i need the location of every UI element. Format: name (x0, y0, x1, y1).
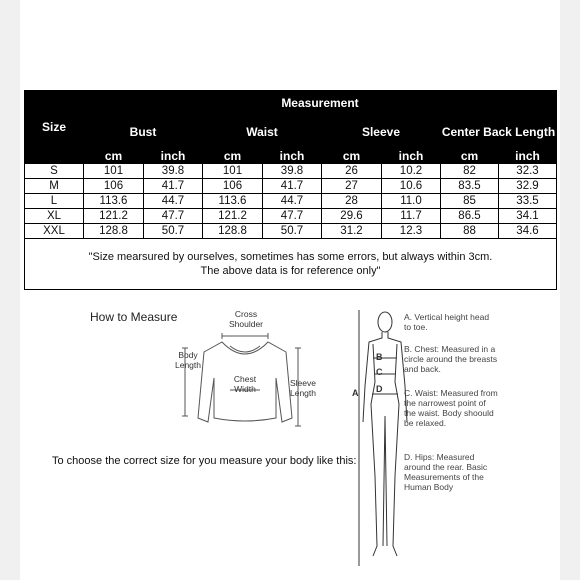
value-cell: 39.8 (144, 164, 203, 179)
value-cell: 121.2 (203, 209, 263, 224)
body-length-label: Body Length (175, 350, 201, 370)
value-cell: 31.2 (322, 224, 382, 239)
value-cell: 34.1 (499, 209, 557, 224)
bust-header: Bust (84, 116, 203, 149)
size-table (24, 90, 557, 290)
value-cell: 26 (322, 164, 382, 179)
instruction-item: B. Chest: Measured in a circle around the breasts and back. (404, 344, 498, 374)
sleeve-header: Sleeve (322, 116, 441, 149)
value-cell: 47.7 (144, 209, 203, 224)
cross-shoulder-label: Cross Shoulder (228, 309, 264, 329)
unit-header: inch (144, 149, 203, 164)
value-cell: 29.6 (322, 209, 382, 224)
instruction-item: D. Hips: Measured around the rear. Basic Measurements of the Human Body (404, 452, 488, 492)
size-cell: XL (25, 209, 84, 224)
value-cell: 47.7 (263, 209, 322, 224)
center-back-length-header: Center Back Length (441, 116, 557, 149)
size-cell: M (25, 179, 84, 194)
unit-header: inch (499, 149, 557, 164)
unit-header: cm (203, 149, 263, 164)
value-cell: 41.7 (144, 179, 203, 194)
how-to-measure-title: How to Measure (90, 310, 178, 324)
unit-header: cm (322, 149, 382, 164)
value-cell: 11.0 (382, 194, 441, 209)
size-chart-sheet (20, 0, 560, 580)
sleeve-length-label: Sleeve Length (290, 378, 316, 398)
value-cell: 27 (322, 179, 382, 194)
table-row (25, 179, 557, 194)
size-header: Size (25, 91, 84, 164)
letter-b: B (376, 352, 383, 362)
reference-note (25, 239, 557, 290)
value-cell: 28 (322, 194, 382, 209)
value-cell: 50.7 (263, 224, 322, 239)
value-cell: 101 (203, 164, 263, 179)
chest-width-label: Chest Width (233, 374, 257, 394)
value-cell: 34.6 (499, 224, 557, 239)
table-row (25, 194, 557, 209)
value-cell: 128.8 (203, 224, 263, 239)
value-cell: 50.7 (144, 224, 203, 239)
table-row (25, 164, 557, 179)
value-cell: 10.6 (382, 179, 441, 194)
value-cell: 32.9 (499, 179, 557, 194)
value-cell: 85 (441, 194, 499, 209)
value-cell: 44.7 (144, 194, 203, 209)
value-cell: 101 (84, 164, 144, 179)
unit-header: inch (263, 149, 322, 164)
size-cell: XXL (25, 224, 84, 239)
table-row (25, 209, 557, 224)
size-cell: L (25, 194, 84, 209)
value-cell: 41.7 (263, 179, 322, 194)
value-cell: 106 (84, 179, 144, 194)
value-cell: 82 (441, 164, 499, 179)
measurement-header: Measurement (84, 91, 557, 116)
value-cell: 11.7 (382, 209, 441, 224)
instruction-item: A. Vertical height head to toe. (404, 312, 490, 332)
unit-header: inch (382, 149, 441, 164)
table-row (25, 224, 557, 239)
letter-a: A (352, 388, 359, 398)
instruction-item: C. Waist: Measured from the narrowest point of the waist. Body shoould be relaxed. (404, 388, 498, 428)
letter-c: C (376, 367, 383, 377)
value-cell: 113.6 (84, 194, 144, 209)
unit-header: cm (84, 149, 144, 164)
value-cell: 86.5 (441, 209, 499, 224)
value-cell: 12.3 (382, 224, 441, 239)
unit-header: cm (441, 149, 499, 164)
value-cell: 128.8 (84, 224, 144, 239)
value-cell: 32.3 (499, 164, 557, 179)
value-cell: 88 (441, 224, 499, 239)
choose-size-text: To choose the correct size for you measure your body like this: (52, 455, 357, 467)
value-cell: 33.5 (499, 194, 557, 209)
reference-note-line: The above data is for reference only" (200, 265, 381, 277)
waist-header: Waist (203, 116, 322, 149)
value-cell: 10.2 (382, 164, 441, 179)
size-cell: S (25, 164, 84, 179)
value-cell: 106 (203, 179, 263, 194)
letter-d: D (376, 384, 383, 394)
value-cell: 83.5 (441, 179, 499, 194)
reference-note-line: "Size mearsured by ourselves, sometimes has some errors, but always within 3cm. (88, 251, 493, 263)
value-cell: 121.2 (84, 209, 144, 224)
value-cell: 44.7 (263, 194, 322, 209)
value-cell: 113.6 (203, 194, 263, 209)
value-cell: 39.8 (263, 164, 322, 179)
